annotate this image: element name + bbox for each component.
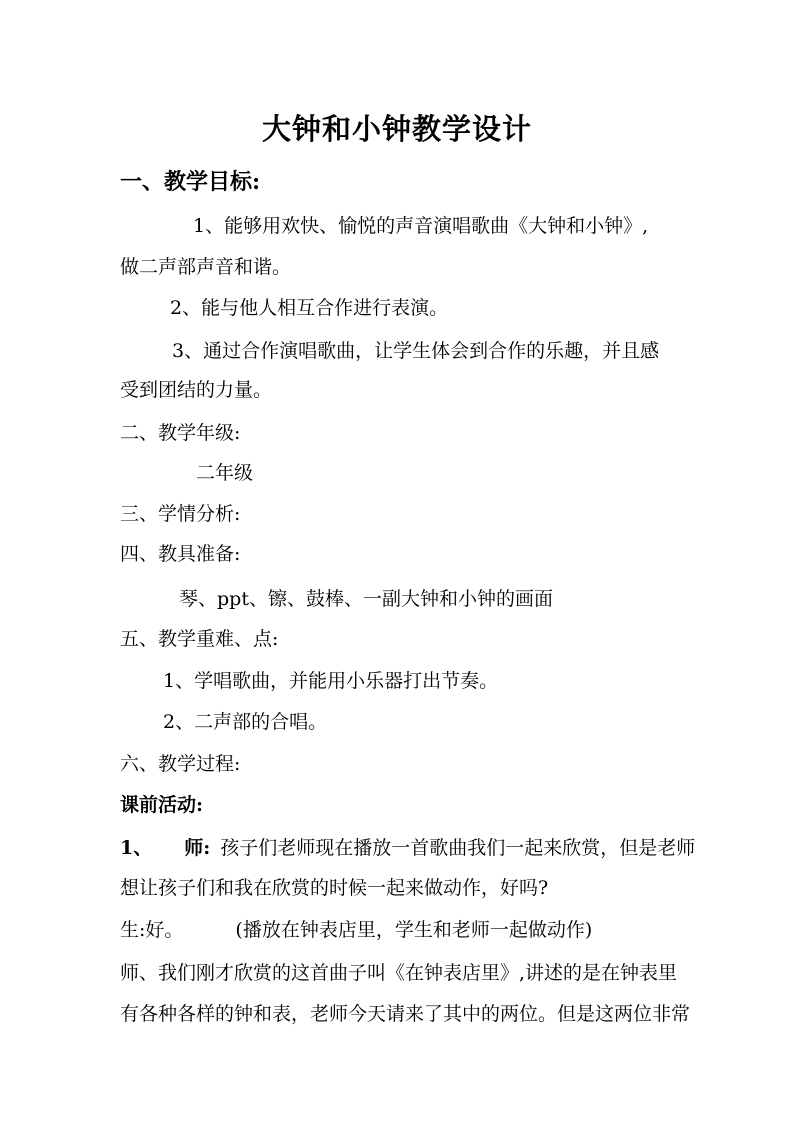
- dialogue-row-2: [120, 916, 680, 944]
- dialogue-text: 孩子们老师现在播放一首歌曲我们一起来欣赏，但是老师: [220, 837, 696, 859]
- objective-3-line-2: 受到团结的力量。: [120, 379, 273, 401]
- materials-value: 琴、ppt、镲、鼓棒、一副大钟和小钟的画面: [179, 588, 553, 610]
- section-heading-grade: 二、教学年级:: [120, 422, 241, 444]
- section-heading-process: 六、教学过程:: [120, 753, 241, 775]
- key-point-1: 1、学唱歌曲，并能用小乐器打出节奏。: [163, 670, 499, 692]
- section-heading-materials: 四、教具准备:: [120, 543, 241, 565]
- section-heading-analysis: 三、学情分析:: [120, 503, 241, 525]
- dialogue-speaker-teacher: 师:: [184, 837, 211, 859]
- section-heading-objectives: 一、教学目标:: [120, 169, 261, 195]
- dialogue-row-1: [120, 834, 696, 862]
- objective-1-line-2: 做二声部声音和谐。: [120, 256, 292, 278]
- section-heading-key-points: 五、教学重难、点:: [120, 628, 279, 650]
- objective-1-line-1: 1、能够用欢快、愉悦的声音演唱歌曲《大钟和小钟》,: [193, 215, 649, 237]
- dialogue-number: 1、: [120, 837, 153, 859]
- page-title: 大钟和小钟教学设计: [261, 112, 532, 146]
- pre-class-heading: 课前活动:: [120, 794, 204, 816]
- dialogue-stage-note: (播放在钟表店里，学生和老师一起做动作): [235, 919, 593, 941]
- grade-value: 二年级: [196, 462, 254, 484]
- dialogue-speaker-student: 生:好。: [120, 919, 184, 941]
- objective-2: 2、能与他人相互合作进行表演。: [170, 297, 449, 319]
- paragraph-line-1: 师、我们刚才欣赏的这首曲子叫《在钟表店里》,讲述的是在钟表里: [120, 962, 678, 984]
- objective-3-line-1: 3、通过合作演唱歌曲，让学生体会到合作的乐趣，并且感: [172, 340, 660, 362]
- dialogue-row-1-continued: 想让孩子们和我在欣赏的时候一起来做动作，好吗?: [120, 877, 549, 899]
- paragraph-line-2: 有各种各样的钟和表，老师今天请来了其中的两位。但是这两位非常: [120, 1003, 691, 1025]
- key-point-2: 2、二声部的合唱。: [163, 711, 328, 733]
